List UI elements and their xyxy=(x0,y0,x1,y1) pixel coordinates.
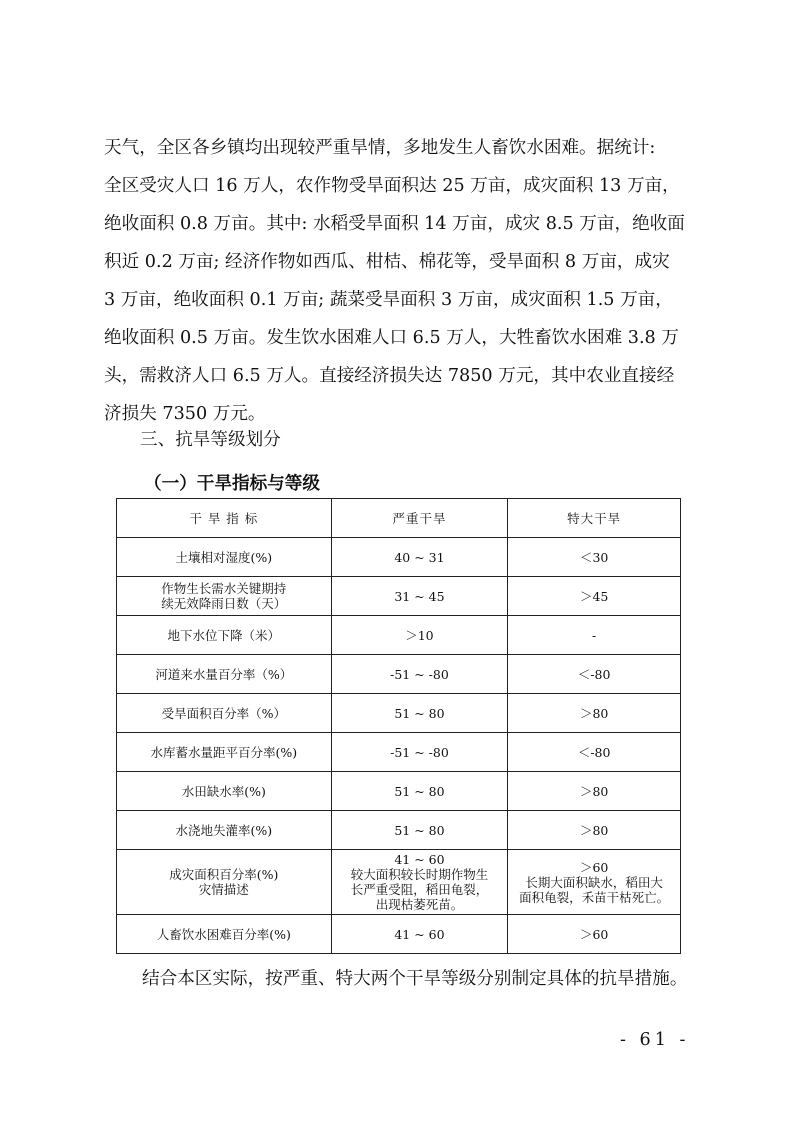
section-heading: 三、抗旱等级划分 xyxy=(140,430,281,450)
extreme-cell: ＞80 xyxy=(508,811,681,850)
extreme-cell: ＜30 xyxy=(508,538,681,577)
table-row xyxy=(117,811,681,850)
severe-cell: 41 ~ 60 xyxy=(331,915,508,954)
table-row xyxy=(117,850,681,915)
header-indicator: 干 旱 指 标 xyxy=(117,499,332,538)
indicator-cell: 地下水位下降（米） xyxy=(117,616,332,655)
page-number: - 61 - xyxy=(620,1030,690,1050)
extreme-cell: ＜-80 xyxy=(508,655,681,694)
severe-cell: 40 ~ 31 xyxy=(331,538,508,577)
paragraph-line: 绝收面积 0.5 万亩。发生饮水困难人口 6.5 万人，大牲畜饮水困难 3.8 万 xyxy=(104,328,679,348)
header-severe: 严重干旱 xyxy=(331,499,508,538)
table-row xyxy=(117,915,681,954)
drought-index-table xyxy=(116,498,681,954)
body-paragraph xyxy=(104,129,694,433)
extreme-cell: ＞45 xyxy=(508,577,681,616)
severe-cell: 51 ~ 80 xyxy=(331,694,508,733)
severe-cell: -51 ~ -80 xyxy=(331,733,508,772)
indicator-cell: 土壤相对湿度(%) xyxy=(117,538,332,577)
table-row xyxy=(117,655,681,694)
indicator-cell: 作物生长需水关键期持 续无效降雨日数（天） xyxy=(117,577,332,616)
table-row xyxy=(117,577,681,616)
extreme-cell: - xyxy=(508,616,681,655)
indicator-cell: 水浇地失灌率(%) xyxy=(117,811,332,850)
severe-cell: 41 ~ 60 较大面积较长时期作物生 长严重受阻，稻田龟裂， 出现枯萎死苗。 xyxy=(331,850,508,915)
closing-paragraph: 结合本区实际，按严重、特大两个干旱等级分别制定具体的抗旱措施。 xyxy=(142,969,688,989)
severe-cell: 31 ~ 45 xyxy=(331,577,508,616)
indicator-cell: 人畜饮水困难百分率(%) xyxy=(117,915,332,954)
extreme-cell: ＜-80 xyxy=(508,733,681,772)
paragraph-line: 济损失 7350 万元。 xyxy=(104,404,266,424)
indicator-cell: 水田缺水率(%) xyxy=(117,772,332,811)
indicator-cell: 河道来水量百分率（%） xyxy=(117,655,332,694)
severe-cell: -51 ~ -80 xyxy=(331,655,508,694)
paragraph-line: 头，需救济人口 6.5 万人。直接经济损失达 7850 万元，其中农业直接经 xyxy=(104,366,675,386)
indicator-cell: 受旱面积百分率（%） xyxy=(117,694,332,733)
extreme-cell: ＞80 xyxy=(508,772,681,811)
table-row xyxy=(117,733,681,772)
extreme-cell: ＞60 长期大面积缺水，稻田大 面积龟裂，禾苗干枯死亡。 xyxy=(508,850,681,915)
indicator-cell: 水库蓄水量距平百分率(%) xyxy=(117,733,332,772)
severe-cell: 51 ~ 80 xyxy=(331,772,508,811)
table-row xyxy=(117,694,681,733)
severe-cell: ＞10 xyxy=(331,616,508,655)
header-extreme: 特大干旱 xyxy=(508,499,681,538)
table-row xyxy=(117,772,681,811)
paragraph-line: 绝收面积 0.8 万亩。其中: 水稻受旱面积 14 万亩，成灾 8.5 万亩，绝收面 xyxy=(104,214,685,234)
extreme-cell: ＞80 xyxy=(508,694,681,733)
paragraph-line: 3 万亩，绝收面积 0.1 万亩; 蔬菜受旱面积 3 万亩，成灾面积 1.5 万亩， xyxy=(104,290,673,310)
subsection-heading: （一）干旱指标与等级 xyxy=(144,473,320,494)
table-row xyxy=(117,538,681,577)
paragraph-line: 天气，全区各乡镇均出现较严重旱情，多地发生人畜饮水困难。据统计: xyxy=(104,138,656,158)
severe-cell: 51 ~ 80 xyxy=(331,811,508,850)
table-header-row xyxy=(117,499,681,538)
extreme-cell: ＞60 xyxy=(508,915,681,954)
paragraph-line: 积近 0.2 万亩; 经济作物如西瓜、柑桔、棉花等，受旱面积 8 万亩，成灾 xyxy=(104,252,670,272)
indicator-cell: 成灾面积百分率(%) 灾情描述 xyxy=(117,850,332,915)
paragraph-line: 全区受灾人口 16 万人，农作物受旱面积达 25 万亩，成灾面积 13 万亩， xyxy=(104,176,680,196)
table-row xyxy=(117,616,681,655)
